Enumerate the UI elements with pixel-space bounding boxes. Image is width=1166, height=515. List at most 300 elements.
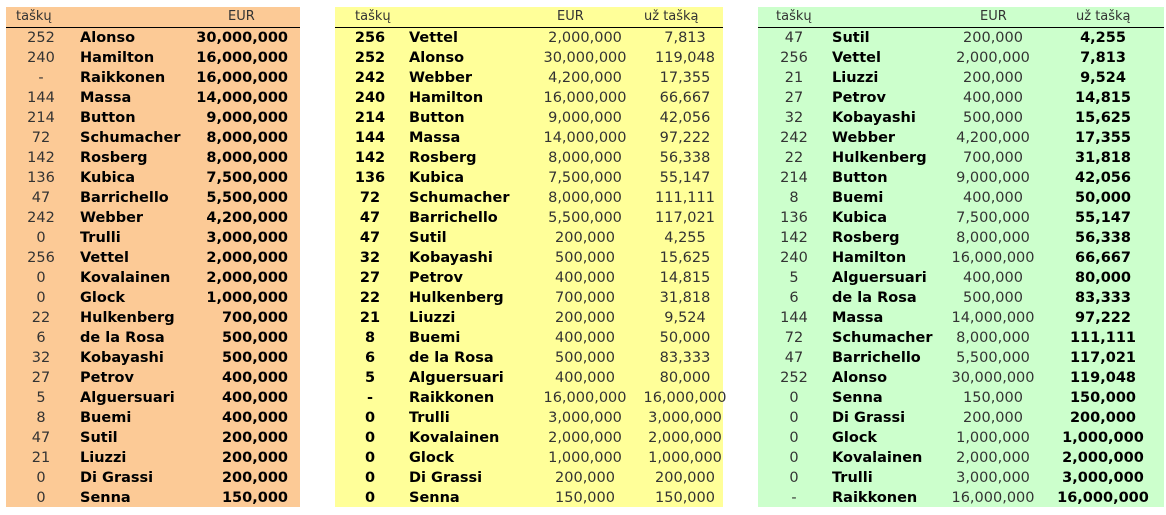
driver-name-cell: Vettel <box>832 50 881 66</box>
table-row <box>335 448 723 468</box>
per-point-cell: 111,111 <box>1069 330 1137 346</box>
points-cell: 47 <box>359 210 381 226</box>
points-cell: 5 <box>36 390 46 406</box>
table-row <box>335 128 723 148</box>
table-row <box>335 228 723 248</box>
points-cell: 240 <box>354 90 386 106</box>
table-row <box>6 288 300 308</box>
table-row <box>6 108 300 128</box>
points-cell: 0 <box>364 450 376 466</box>
points-cell: 32 <box>359 250 381 266</box>
table-row <box>335 348 723 368</box>
eur-cell: 150,000 <box>555 490 615 506</box>
driver-name-cell: Button <box>80 110 136 126</box>
points-cell: 32 <box>784 110 804 126</box>
points-cell: 72 <box>784 330 804 346</box>
points-cell: 144 <box>780 310 808 326</box>
points-cell: 5 <box>364 370 376 386</box>
table-row <box>758 188 1164 208</box>
driver-name-cell: Kobayashi <box>832 110 916 126</box>
table-row <box>335 48 723 68</box>
per-point-cell: 200,000 <box>1069 410 1137 426</box>
driver-name-cell: Massa <box>832 310 884 326</box>
eur-cell: 200,000 <box>963 410 1023 426</box>
per-point-cell: 1,000,000 <box>1062 430 1144 446</box>
eur-cell: 14,000,000 <box>196 90 288 106</box>
per-point-cell: 31,818 <box>1075 150 1131 166</box>
table-row <box>6 388 300 408</box>
eur-cell: 30,000,000 <box>543 50 627 66</box>
per-point-cell: 117,021 <box>1069 350 1137 366</box>
table-row <box>6 328 300 348</box>
points-cell: 256 <box>780 50 808 66</box>
eur-cell: 7,500,000 <box>548 170 622 186</box>
points-cell: 22 <box>31 310 51 326</box>
table-row <box>6 28 300 48</box>
driver-name-cell: Hamilton <box>409 90 484 106</box>
eur-cell: 400,000 <box>221 390 288 406</box>
eur-cell: 2,000,000 <box>548 430 622 446</box>
table-row <box>6 348 300 368</box>
per-point-cell: 80,000 <box>1075 270 1131 286</box>
driver-name-cell: Di Grassi <box>832 410 906 426</box>
points-cell: 21 <box>784 70 804 86</box>
eur-cell: 5,500,000 <box>548 210 622 226</box>
points-cell: 142 <box>27 150 55 166</box>
table-row <box>758 148 1164 168</box>
eur-cell: 2,000,000 <box>206 270 288 286</box>
driver-name-cell: Sutil <box>80 430 118 446</box>
driver-name-cell: Alonso <box>409 50 465 66</box>
driver-name-cell: Kobayashi <box>409 250 493 266</box>
eur-cell: 7,500,000 <box>206 170 288 186</box>
per-point-cell: 16,000,000 <box>643 390 727 406</box>
driver-name-cell: Glock <box>80 290 126 306</box>
table-row <box>758 388 1164 408</box>
header-points: taškų <box>355 9 391 24</box>
points-cell: 136 <box>27 170 55 186</box>
points-cell: 72 <box>31 130 51 146</box>
per-point-cell: 119,048 <box>1069 370 1137 386</box>
per-point-cell: 2,000,000 <box>1062 450 1144 466</box>
driver-name-cell: Kovalainen <box>832 450 923 466</box>
eur-cell: 16,000,000 <box>543 390 627 406</box>
table-row <box>758 408 1164 428</box>
eur-cell: 8,000,000 <box>548 150 622 166</box>
table-row <box>335 268 723 288</box>
table-row <box>335 468 723 488</box>
driver-name-cell: Sutil <box>832 30 870 46</box>
table-row <box>6 48 300 68</box>
per-point-cell: 4,255 <box>664 230 706 246</box>
points-cell: 242 <box>354 70 386 86</box>
points-cell: 21 <box>359 310 381 326</box>
table-row <box>6 88 300 108</box>
eur-cell: 200,000 <box>555 470 615 486</box>
eur-cell: 3,000,000 <box>548 410 622 426</box>
points-cell: 47 <box>31 190 51 206</box>
points-cell: 252 <box>354 50 386 66</box>
points-cell: 256 <box>27 250 55 266</box>
per-point-cell: 42,056 <box>659 110 711 126</box>
points-cell: 6 <box>36 330 46 346</box>
driver-name-cell: Buemi <box>832 190 884 206</box>
points-cell: 214 <box>354 110 386 126</box>
driver-name-cell: Schumacher <box>80 130 181 146</box>
points-cell: 8 <box>789 190 799 206</box>
driver-name-cell: Massa <box>409 130 461 146</box>
table-row <box>335 408 723 428</box>
table-row <box>6 488 300 508</box>
driver-name-cell: Raikkonen <box>80 70 166 86</box>
per-point-cell: 7,813 <box>664 30 706 46</box>
eur-cell: 500,000 <box>221 350 288 366</box>
table-row <box>335 68 723 88</box>
driver-name-cell: Glock <box>832 430 878 446</box>
per-point-cell: 56,338 <box>1075 230 1131 246</box>
driver-name-cell: Kubica <box>80 170 136 186</box>
table-sorted-by-cost-per-point <box>758 7 1164 507</box>
driver-name-cell: Alguersuari <box>80 390 175 406</box>
table-body <box>335 28 727 508</box>
header-eur: EUR <box>980 9 1007 24</box>
table-row <box>6 168 300 188</box>
driver-name-cell: Hulkenberg <box>80 310 175 326</box>
table-row <box>6 128 300 148</box>
per-point-cell: 17,355 <box>1075 130 1131 146</box>
driver-name-cell: Hulkenberg <box>832 150 927 166</box>
eur-cell: 8,000,000 <box>956 330 1030 346</box>
points-cell: 214 <box>27 110 55 126</box>
driver-name-cell: Barrichello <box>832 350 921 366</box>
eur-cell: 16,000,000 <box>196 50 288 66</box>
table-row <box>335 428 723 448</box>
table-row <box>6 368 300 388</box>
per-point-cell: 2,000,000 <box>648 430 722 446</box>
driver-name-cell: Petrov <box>409 270 463 286</box>
points-cell: 252 <box>27 30 55 46</box>
points-cell: 6 <box>364 350 376 366</box>
driver-name-cell: Massa <box>80 90 132 106</box>
driver-name-cell: Alonso <box>80 30 136 46</box>
points-cell: 21 <box>31 450 51 466</box>
points-cell: 144 <box>354 130 386 146</box>
table-row <box>6 68 300 88</box>
eur-cell: 200,000 <box>555 310 615 326</box>
points-cell: 0 <box>364 430 376 446</box>
table-row <box>6 428 300 448</box>
header-per-point: už tašką <box>1076 9 1131 24</box>
eur-cell: 1,000,000 <box>548 450 622 466</box>
table-row <box>758 468 1164 488</box>
points-cell: 0 <box>36 230 46 246</box>
per-point-cell: 9,524 <box>664 310 706 326</box>
eur-cell: 150,000 <box>963 390 1023 406</box>
eur-cell: 2,000,000 <box>548 30 622 46</box>
driver-name-cell: Hamilton <box>80 50 155 66</box>
table-sorted-by-eur <box>6 7 300 507</box>
table-row <box>758 448 1164 468</box>
table-row <box>335 308 723 328</box>
eur-cell: 30,000,000 <box>951 370 1035 386</box>
driver-name-cell: Senna <box>832 390 883 406</box>
table-row <box>335 168 723 188</box>
per-point-cell: 15,625 <box>659 250 711 266</box>
points-cell: 8 <box>36 410 46 426</box>
points-cell: 5 <box>789 270 799 286</box>
per-point-cell: 83,333 <box>659 350 711 366</box>
eur-cell: 500,000 <box>963 290 1023 306</box>
eur-cell: 400,000 <box>221 370 288 386</box>
driver-name-cell: Rosberg <box>832 230 900 246</box>
table-row <box>758 108 1164 128</box>
driver-name-cell: Vettel <box>80 250 129 266</box>
per-point-cell: 97,222 <box>1075 310 1131 326</box>
table-row <box>335 88 723 108</box>
driver-name-cell: Barrichello <box>409 210 498 226</box>
driver-name-cell: Vettel <box>409 30 458 46</box>
driver-name-cell: Glock <box>409 450 455 466</box>
eur-cell: 200,000 <box>221 430 288 446</box>
table-row <box>335 368 723 388</box>
eur-cell: 16,000,000 <box>951 250 1035 266</box>
per-point-cell: 119,048 <box>655 50 715 66</box>
points-cell: 47 <box>784 350 804 366</box>
table-row <box>758 88 1164 108</box>
table-row <box>335 28 723 48</box>
driver-name-cell: Kobayashi <box>80 350 164 366</box>
driver-name-cell: Schumacher <box>832 330 933 346</box>
eur-cell: 2,000,000 <box>206 250 288 266</box>
per-point-cell: 14,815 <box>1075 90 1131 106</box>
driver-name-cell: Trulli <box>409 410 450 426</box>
per-point-cell: 66,667 <box>1075 250 1131 266</box>
table-row <box>335 388 727 408</box>
eur-cell: 2,000,000 <box>956 450 1030 466</box>
table-row <box>758 228 1164 248</box>
table-row <box>758 248 1164 268</box>
driver-name-cell: Liuzzi <box>409 310 456 326</box>
driver-name-cell: Buemi <box>80 410 132 426</box>
points-cell: 142 <box>780 230 808 246</box>
per-point-cell: 4,255 <box>1080 30 1126 46</box>
per-point-cell: 42,056 <box>1075 170 1131 186</box>
table-row <box>758 348 1164 368</box>
eur-cell: 700,000 <box>221 310 288 326</box>
eur-cell: 9,000,000 <box>548 110 622 126</box>
eur-cell: 200,000 <box>963 70 1023 86</box>
points-cell: 242 <box>780 130 808 146</box>
points-cell: 0 <box>789 450 799 466</box>
table-row <box>335 108 723 128</box>
header-per-point: už tašką <box>644 9 699 24</box>
table-row <box>758 328 1164 348</box>
eur-cell: 1,000,000 <box>956 430 1030 446</box>
eur-cell: 200,000 <box>221 470 288 486</box>
per-point-cell: 66,667 <box>659 90 711 106</box>
table-header <box>758 7 1164 28</box>
per-point-cell: 55,147 <box>659 170 711 186</box>
eur-cell: 2,000,000 <box>956 50 1030 66</box>
table-row <box>758 168 1164 188</box>
eur-cell: 4,200,000 <box>956 130 1030 146</box>
table-row <box>335 248 723 268</box>
table-row <box>6 408 300 428</box>
points-cell: - <box>791 490 797 506</box>
points-cell: 47 <box>784 30 804 46</box>
points-cell: 0 <box>789 410 799 426</box>
driver-name-cell: Petrov <box>832 90 886 106</box>
driver-name-cell: Webber <box>409 70 473 86</box>
driver-name-cell: Senna <box>80 490 131 506</box>
eur-cell: 400,000 <box>963 190 1023 206</box>
eur-cell: 500,000 <box>555 350 615 366</box>
driver-name-cell: Sutil <box>409 230 447 246</box>
points-cell: 27 <box>784 90 804 106</box>
eur-cell: 4,200,000 <box>548 70 622 86</box>
header-eur: EUR <box>228 9 255 24</box>
driver-name-cell: Kubica <box>409 170 465 186</box>
table-row <box>758 28 1164 48</box>
eur-cell: 14,000,000 <box>543 130 627 146</box>
eur-cell: 4,200,000 <box>206 210 288 226</box>
table-row <box>6 248 300 268</box>
points-cell: 144 <box>27 90 55 106</box>
eur-cell: 700,000 <box>555 290 615 306</box>
per-point-cell: 150,000 <box>655 490 715 506</box>
driver-name-cell: Petrov <box>80 370 134 386</box>
table-row <box>758 68 1164 88</box>
driver-name-cell: Webber <box>80 210 144 226</box>
per-point-cell: 111,111 <box>655 190 715 206</box>
driver-name-cell: Kovalainen <box>409 430 500 446</box>
driver-name-cell: Raikkonen <box>832 490 918 506</box>
driver-name-cell: Schumacher <box>409 190 510 206</box>
header-eur: EUR <box>557 9 584 24</box>
points-cell: 0 <box>364 410 376 426</box>
per-point-cell: 15,625 <box>1075 110 1131 126</box>
table-row <box>758 488 1164 508</box>
points-cell: 142 <box>354 150 386 166</box>
per-point-cell: 9,524 <box>1080 70 1126 86</box>
driver-name-cell: Kovalainen <box>80 270 171 286</box>
per-point-cell: 80,000 <box>659 370 711 386</box>
points-cell: 256 <box>354 30 386 46</box>
table-row <box>6 468 300 488</box>
table-row <box>335 148 723 168</box>
eur-cell: 400,000 <box>555 370 615 386</box>
driver-name-cell: Rosberg <box>80 150 148 166</box>
driver-name-cell: Trulli <box>80 230 121 246</box>
eur-cell: 150,000 <box>221 490 288 506</box>
points-cell: 0 <box>364 470 376 486</box>
eur-cell: 400,000 <box>963 90 1023 106</box>
per-point-cell: 17,355 <box>659 70 711 86</box>
table-body <box>758 28 1164 508</box>
eur-cell: 3,000,000 <box>956 470 1030 486</box>
points-cell: - <box>366 390 374 406</box>
driver-name-cell: Barrichello <box>80 190 169 206</box>
points-cell: 47 <box>359 230 381 246</box>
driver-name-cell: Kubica <box>832 210 888 226</box>
per-point-cell: 3,000,000 <box>648 410 722 426</box>
points-cell: 252 <box>780 370 808 386</box>
eur-cell: 16,000,000 <box>543 90 627 106</box>
table-row <box>758 288 1164 308</box>
points-cell: 8 <box>364 330 376 346</box>
driver-name-cell: Button <box>409 110 465 126</box>
per-point-cell: 7,813 <box>1080 50 1126 66</box>
points-cell: 0 <box>36 490 46 506</box>
table-row <box>758 48 1164 68</box>
eur-cell: 500,000 <box>221 330 288 346</box>
points-cell: 0 <box>789 470 799 486</box>
table-row <box>335 288 723 308</box>
driver-name-cell: Buemi <box>409 330 461 346</box>
driver-name-cell: Senna <box>409 490 460 506</box>
per-point-cell: 97,222 <box>659 130 711 146</box>
per-point-cell: 150,000 <box>1069 390 1137 406</box>
points-cell: 0 <box>36 470 46 486</box>
per-point-cell: 14,815 <box>659 270 711 286</box>
table-row <box>335 188 723 208</box>
points-cell: 47 <box>31 430 51 446</box>
eur-cell: 400,000 <box>221 410 288 426</box>
eur-cell: 500,000 <box>555 250 615 266</box>
table-row <box>758 268 1164 288</box>
driver-name-cell: Trulli <box>832 470 873 486</box>
table-row <box>758 308 1164 328</box>
eur-cell: 8,000,000 <box>956 230 1030 246</box>
points-cell: 32 <box>31 350 51 366</box>
per-point-cell: 1,000,000 <box>648 450 722 466</box>
driver-name-cell: Hulkenberg <box>409 290 504 306</box>
points-cell: 0 <box>364 490 376 506</box>
points-cell: 22 <box>359 290 381 306</box>
points-cell: 27 <box>31 370 51 386</box>
table-row <box>335 488 723 508</box>
eur-cell: 30,000,000 <box>196 30 288 46</box>
eur-cell: 9,000,000 <box>206 110 288 126</box>
table-row <box>6 308 300 328</box>
driver-name-cell: Di Grassi <box>80 470 154 486</box>
eur-cell: 16,000,000 <box>951 490 1035 506</box>
table-row <box>335 328 723 348</box>
points-cell: 27 <box>359 270 381 286</box>
eur-cell: 400,000 <box>555 270 615 286</box>
eur-cell: 16,000,000 <box>196 70 288 86</box>
driver-name-cell: Webber <box>832 130 896 146</box>
table-header <box>6 7 300 28</box>
per-point-cell: 83,333 <box>1075 290 1131 306</box>
points-cell: - <box>38 70 44 86</box>
table-row <box>758 368 1164 388</box>
points-cell: 240 <box>27 50 55 66</box>
table-row <box>6 448 300 468</box>
points-cell: 6 <box>789 290 799 306</box>
per-point-cell: 16,000,000 <box>1057 490 1149 506</box>
driver-name-cell: Alguersuari <box>832 270 927 286</box>
eur-cell: 7,500,000 <box>956 210 1030 226</box>
eur-cell: 14,000,000 <box>951 310 1035 326</box>
driver-name-cell: Button <box>832 170 888 186</box>
driver-name-cell: de la Rosa <box>409 350 494 366</box>
header-points: taškų <box>776 9 812 24</box>
driver-name-cell: Liuzzi <box>832 70 879 86</box>
table-body <box>6 28 300 508</box>
driver-name-cell: de la Rosa <box>80 330 165 346</box>
points-cell: 136 <box>780 210 808 226</box>
